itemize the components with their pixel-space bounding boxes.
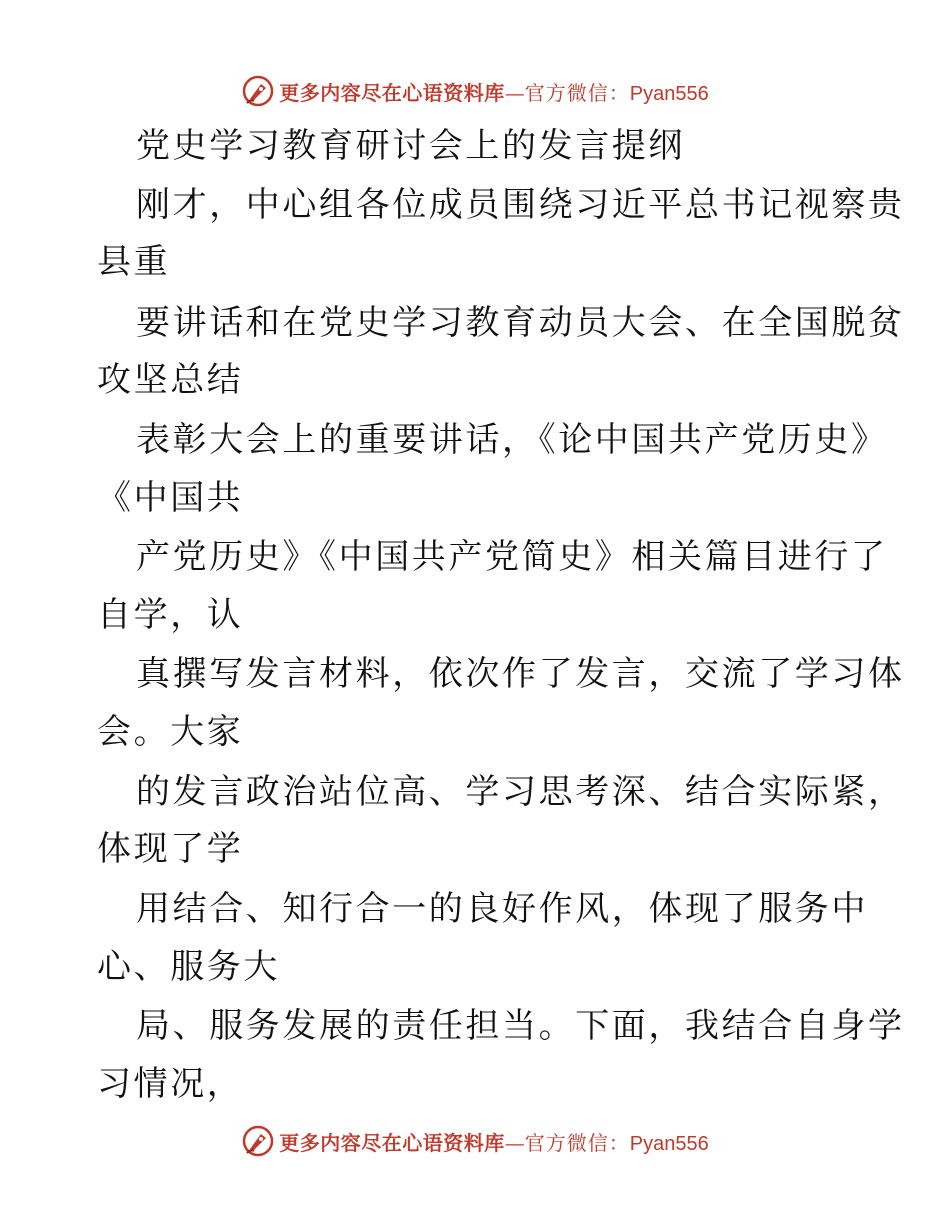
- paragraph-line: 要讲话和在党史学习教育动员大会、在全国脱贫: [136, 303, 905, 343]
- pen-nib-logo-icon: [241, 1124, 275, 1158]
- paragraph-line: 攻坚总结: [97, 360, 244, 400]
- pen-nib-logo-icon: [241, 74, 275, 108]
- paragraph-line: 刚才，中心组各位成员围绕习近平总书记视察贵: [136, 185, 905, 225]
- paragraph-line: 习情况，: [97, 1064, 244, 1104]
- banner-text: [279, 77, 708, 106]
- paragraph-line: 县重: [97, 242, 171, 282]
- header-banner: [0, 71, 950, 111]
- paragraph-line: 体现了学: [97, 829, 244, 869]
- paragraph-line: 真撰写发言材料，依次作了发言，交流了学习体: [136, 654, 905, 694]
- paragraph-line: 用结合、知行合一的良好作风，体现了服务中: [136, 889, 868, 929]
- paragraph-line: 表彰大会上的重要讲话，《论中国共产党历史》: [136, 420, 888, 460]
- banner-text: [279, 1127, 708, 1156]
- paragraph-line: 《中国共: [97, 478, 244, 518]
- paragraph-line: 心、服务大: [97, 947, 280, 987]
- banner-wechat-label: 官方微信：: [524, 80, 630, 105]
- paragraph-line: 产党历史》《中国共产党简史》相关篇目进行了: [136, 537, 888, 577]
- banner-wechat-label: 官方微信：: [524, 1130, 630, 1155]
- banner-wechat-id: Pyan556: [629, 82, 709, 105]
- document-title: 党史学习教育研讨会上的发言提纲: [136, 126, 685, 166]
- banner-main-text: 更多内容尽在心语资料库: [279, 80, 505, 105]
- footer-banner: [0, 1121, 950, 1161]
- banner-wechat-id: Pyan556: [629, 1132, 709, 1155]
- banner-dash: —: [504, 1130, 525, 1155]
- paragraph-line: 自学，认: [97, 595, 244, 635]
- paragraph-line: 会。大家: [97, 712, 244, 752]
- paragraph-line: 局、服务发展的责任担当。下面，我结合自身学: [136, 1006, 905, 1046]
- banner-main-text: 更多内容尽在心语资料库: [279, 1130, 505, 1155]
- paragraph-line: 的发言政治站位高、学习思考深、结合实际紧，: [136, 772, 905, 812]
- banner-dash: —: [504, 80, 525, 105]
